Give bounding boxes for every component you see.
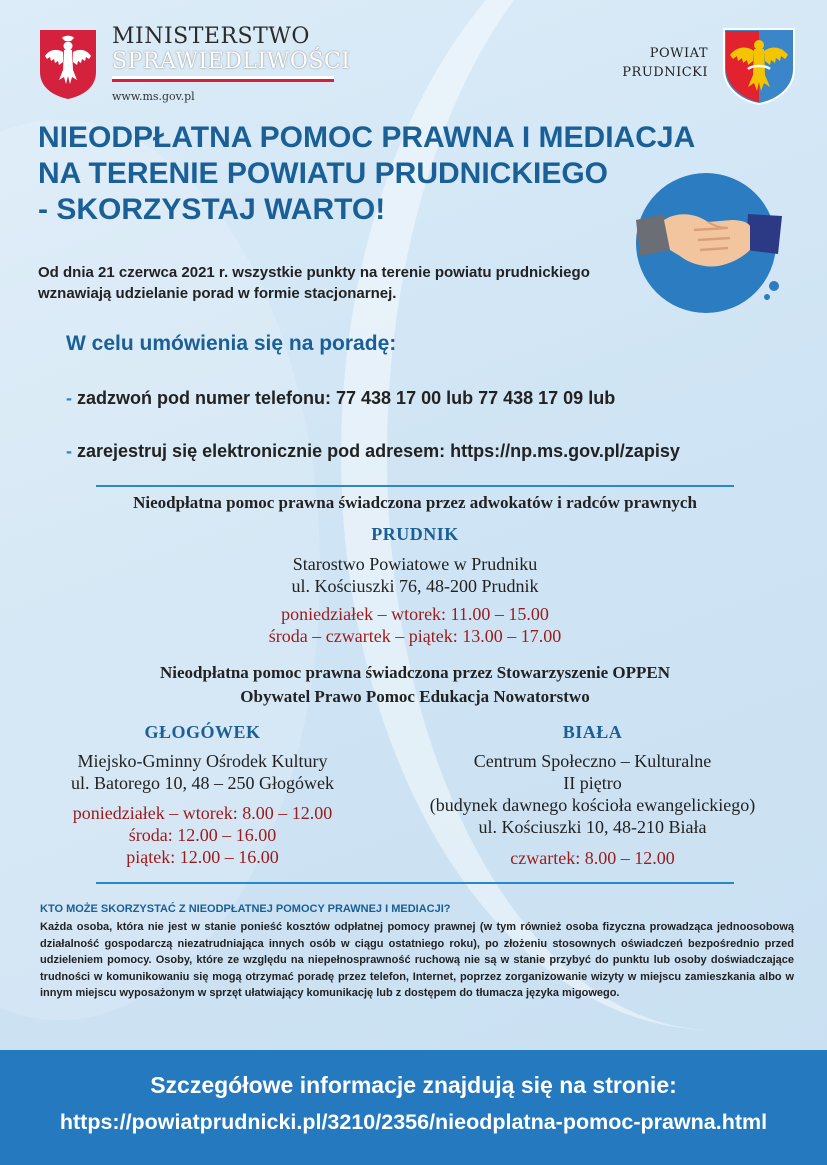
- oppen-heading-line: Nieodpłatna pomoc prawna świadczona przez Stowarzyszenie OPPEN: [160, 663, 670, 682]
- prudnik-city: PRUDNIK: [371, 524, 459, 544]
- footer-info-text: Szczegółowe informacje znajdują się na stronie:: [150, 1072, 677, 1098]
- online-option: [66, 441, 680, 462]
- glogowek-hours: [30, 802, 375, 868]
- footer-link[interactable]: https://powiatprudnicki.pl/3210/2356/nieodplatna-pomoc-prawna.html: [59, 1110, 768, 1134]
- title-line3: - SKORZYSTAJ WARTO!: [38, 193, 386, 226]
- biala-address-line: Centrum Społeczno – Kulturalne: [473, 751, 712, 771]
- glogowek-hours-line: piątek: 12.00 – 16.00: [126, 847, 279, 867]
- ministry-flag-bar: [112, 76, 334, 82]
- title-line1: NIEODPŁATNA POMOC PRAWNA I MEDIACJA: [38, 121, 696, 154]
- glogowek-address: [30, 750, 375, 794]
- biala-hours-line: czwartek: 8.00 – 12.00: [510, 848, 675, 868]
- biala-hours: [420, 847, 765, 869]
- page-title: [38, 120, 728, 228]
- powiat-name-line2: PRUDNICKI: [622, 65, 708, 80]
- biala-city: BIAŁA: [562, 722, 623, 742]
- lawyers-heading: Nieodpłatna pomoc prawna świadczona przez adwokatów i radców prawnych: [133, 493, 697, 512]
- oppen-heading: [40, 661, 790, 709]
- ministry-name-line2: SPRAWIEDLIWOŚCI: [112, 49, 351, 74]
- glogowek-hours-line: poniedziałek – wtorek: 8.00 – 12.00: [72, 803, 333, 823]
- ministry-logo: [112, 24, 350, 103]
- phone-option: [66, 388, 615, 409]
- prudnik-hours-line: poniedziałek – wtorek: 11.00 – 15.00: [281, 604, 549, 624]
- section-divider: [96, 485, 734, 487]
- ministry-url[interactable]: www.ms.gov.pl: [112, 90, 195, 103]
- glogowek-city: GŁOGÓWEK: [144, 722, 261, 742]
- handshake-icon: [636, 168, 786, 318]
- glogowek-address-line: Miejsko-Gminny Ośrodek Kultury: [77, 751, 328, 771]
- oppen-heading-line: Obywatel Prawo Pomoc Edukacja Nowatorstwo: [240, 687, 590, 706]
- title-line2: NA TERENIE POWIATU PRUDNICKIEGO: [38, 157, 609, 190]
- prudnik-hours-line: środa – czwartek – piątek: 13.00 – 17.00: [268, 626, 562, 646]
- prudnik-hours: [200, 603, 630, 647]
- prudnik-address-line: ul. Kościuszki 76, 48-200 Prudnik: [291, 576, 539, 596]
- powiat-crest-icon: [722, 27, 796, 105]
- ministry-name-line1: MINISTERSTWO: [112, 24, 310, 49]
- polish-eagle-emblem-icon: [38, 28, 98, 100]
- appointment-heading: W celu umówienia się na poradę:: [66, 332, 397, 355]
- biala-address-line: II piętro: [563, 773, 622, 793]
- powiat-name-line1: POWIAT: [649, 46, 708, 61]
- glogowek-address-line: ul. Batorego 10, 48 – 250 Głogówek: [71, 773, 334, 793]
- footer-banner: [0, 1050, 827, 1165]
- section-divider: [96, 882, 734, 884]
- biala-address-line: ul. Kościuszki 10, 48-210 Biała: [478, 817, 707, 837]
- prudnik-address: [200, 553, 630, 597]
- biala-address-line: (budynek dawnego kościoła ewangelickiego): [429, 795, 756, 815]
- bullet-dash: -: [66, 441, 72, 461]
- eligibility-heading: KTO MOŻE SKORZYSTAĆ Z NIEODPŁATNEJ POMOCY PRAWNEJ I MEDIACJI?: [40, 903, 451, 915]
- intro-text: Od dnia 21 czerwca 2021 r. wszystkie punkty na terenie powiatu prudnickiego wznawiają udzielanie porad w formie stacjonarnej.: [38, 264, 590, 302]
- eligibility-text: Każda osoba, która nie jest w stanie ponieść kosztów odpłatnej pomocy prawnej (w tym również osoba fizyczna prowadząca jednoosobową działalność gospodarczą niezatrudniająca innych osób w ciągu ostatniego roku), po złożeniu stosownych oświadczeń bezpośrednio przed udzieleniem pomocy. Osoby, które ze względu na niepełnosprawność ruchową nie są w stanie przybyć do punktu lub osoby doświadczające trudności w komunikowaniu się mogą otrzymać poradę przez telefon, Internet, poprzez zorganizowanie wizyty w miejscu zamieszkania albo w innym miejscu wyposażonym w sprzęt ułatwiający komunikację lub z dostępem do tłumacza języka migowego.: [40, 921, 794, 1000]
- bullet-dash: -: [66, 388, 72, 408]
- prudnik-address-line: Starostwo Powiatowe w Prudniku: [292, 554, 538, 574]
- biala-address: [390, 750, 795, 838]
- phone-option-text: zadzwoń pod numer telefonu: 77 438 17 00 lub 77 438 17 09 lub: [77, 388, 616, 408]
- glogowek-hours-line: środa: 12.00 – 16.00: [128, 825, 277, 845]
- online-option-text[interactable]: zarejestruj się elektronicznie pod adresem: https://np.ms.gov.pl/zapisy: [77, 441, 680, 461]
- powiat-name: [598, 44, 708, 82]
